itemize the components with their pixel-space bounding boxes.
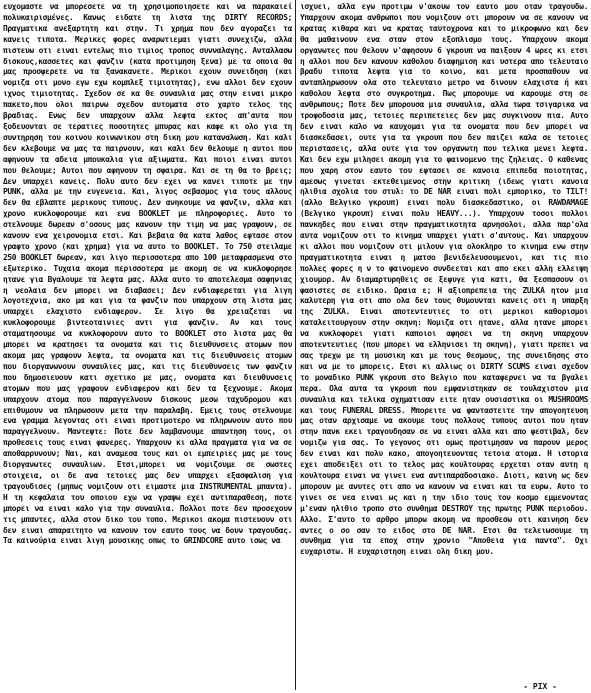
right-text-column — [300, 2, 588, 678]
left-column-text: ευχομαστε να μπορεσετε να τη χρησιμοποιησετε και να παρακαιεί πολυκαιρισμένες. Κανως ειδατε τη λιστα της DIRTY RECORDS; Πραγματικα ανεξαρτητη και στην. Τι χρημα που δεν αγοραζει τα κανεις τιποτα. Μερικες φορες αναρωτιεμαι γιατι συνεχιζω, αλλα πιστευω οτι ειναι εντελως πιο τιμιος τροπος συνναλαγης. Ανταλλασω δισκους,κασσετες και φανζιν (κατα προτιμηση ξενα) με τα οποια θα μας προσφερετε να τα ξανακανετε. Μερικοι εχουν συνειδηση (και νομιζα οτι μονο εγω εχω κομπλεξ τιμιοτητας), ενω αλλοι δεν εχουν ιχνος τιμιοτητας. Σχεδον σε κα θε συναυλια μας στην ειναι μικρο πακετο,που ολοι παιρνω σχεδον αυτοματα στο χαρτο τελος της βραδιας. Ενως δεν υπαρχουν αλλα λεφτα εκτος απ'αυτα που ξοδευονται σε τερατιες ποσοτητες μπυρας και καφε κι ολο για τη συντηρηση του κοινου κοινωνικου στη δικη μου καταναλωση. Και καλι δεν κλεβουμε να μας τα παιρνουν, και καλι δεν θελουμε η αυτοι που αφηνουν τα αδεια μπουκαλια για αξιωματα. Και ποιοι ειναι αυτοι που θελουμε; Αυτοι που αφηνουν τη σφαιρα. Και σε τη θα το βρεις; Δεν υπαρχει κανεις. Πολυ αυτο δεν εχει να κανει τιποτε με την PUNK, αλλα με την ευγενεια. Και, λιγος σεβασμος για τους αλλους δεν θα εβλαπτε μερικους τυπους. Δεν ανηκουμε να φανζιν, αλλα και χρονο κυκλοφορουμε και ενα BOOKLET με πληροφοριες. Αυτο το στελνουμε δωρεαν σ'οσους μας κανουν την τιμη να μας γραψουν, σε κανουν ενα χειρονομια ετσι. Και βεβαια θα κατα λαθος εφτασε στον γραφτο χρονο (και χρημα) για να αυτο το BOOKLET. Το 750 στειλαμε 250 BOOKLET δωρεαν, και λιγο περισσοτερα απο 100 μεταφρασμενα στο εξωτερικο. Τυχαια ακομα περισσοτερα με ακομη σε να κυκλοφορησε ητανε για Βγαλουμε τα λεφτα μας. Αλλα αυτο το αποτελεσμα σαφηνιας η νεολαια δεν μπορει να διαβασει; Δεν ενδιαφερεται για λιγη λογοτεχνια, ακο μα και για τα φανζιν που υπαρχουν στη λιστα μας υπαρχει ελαχιστο ενδιαφερον. Σε λιγο θα χρειαζεται να κυκλοφορουμε βιντεοταινιες αντι για φανζιν. Αν και τους σταματησουμε να κυκλοφορουν αυτο το BOOKLET στο λιστα μας θα μπορει να κρατησει τα ονοματα και τις διευθυνσεις ατομων που ακομα μας γραφουν λεφτα, τα ονοματα και τις διευθυνσεις ατομων που διοργανωνουν συναυλιες μας, και τις διευθυνσεις των φανζιν που δημοσιευουν κατι σχετικο με μας, ονοματα και διευθυνσεις ατομων που μας γραφουν ενδιαφερον και δεν τα ξεχνουμε. Ακομα υπαρχουν ατομα που παραγγελνουν δισκους μεσω ταχυδρομου και επιθυμουν να πληρωσουν μετα την παραλαβη. Εμεις τους στελνουμε ενα γραμμα λεγοντας οτι ειναι προτιμοτερο να πληρωνουν αυτο που παραγγελνουν. Μαντεψτε: Ποτε δεν λαμβανουμε απαντηση τους, οι προθεσεις τους ειναι φανερες. Υπαρχουν κι αλλα πραγματα για να σε αποθαρρυνουν; Ναι, και αναμεσα τους και οι εμπειριες μας με τους διοργανωτες συναυλιων. Ετσι,μπορει να νομιζουμε σε σωστες στοιχεια, οι δε ανα τετοιες μας δεν υπαρχει εξασφαλιση για τραγουδισες (μηπως νομιζουν οτι ειμαστε μια INSTRUMENTAL μπαντα). Η τη κεφαλαια του οποιου εχω να γραψω εχει αντιπαραθεση, ποτε μπορει να ειναι καλο για την συναυλια. Πολλοι ποτε δεν προσεχουν τις μπαντες, αλλα στον δικο του τοπο. Μερικοι ακομα πιστευουν οτι δεν ειναι απαραιτητο να κανουν τον εαυτο τους να δουν τραγουδας. Τα καινούρια ειναι λιγη μουσικης οπως το GRINDCORE αυτο ισως να — [3, 2, 292, 546]
column-divider — [295, 0, 296, 690]
right-column-text: ισχυει, αλλα εγω προτιμω ν'ακουω τον εαυτο μου οταν τραγουδω. Υπαρχουν ακομα ανθρωποι που νομιζουν οτι μπορουν να σε κανουν να κρατας κιθαρα και να κρατας ταυτοχρονα και το μικροφωνο και δεν θα μαθαινουν ενα σταν στον εξοπλισμο τους. Υπαρχουν ακομα οργανωτες που θελουν ν'αφησουν 6 γκρουπ να παιξουν 4 ωρες κι ετσι η αλλοι που δεν κανουν καθολου διαφημιση και υστερα απο τελευταιο βραδυ τιποτα λεφτα για το κοινο, και μετα προσπαθουν να ανταπληρωσουν ολα στο τελευταιο μετρο να δινουν ελαχιστα ή και καθολου λεφτα στο συγκροτημα. Πως μπορουμε να καρουμε στη σε ανθρωπους; Ποτε δεν μπορουσα μια συναυλια, αλλα τωρα τσιγαρικα να τροφοδοσια μας, τετοιες περιπετειες δεν μας συγκινουν πια. Αυτο δεν ειναι καλο να καυχομαι για τα ονοματα που δεν μπορει να διασκεδασει, ουτε για τα γκρουπ που δεν παιζει καλα σε τετοιες περιστασεις, αλλα ουτε για τον οργανωτη που τελικα μενει λεφτα. Και δεν εχω μιλησει ακομη για το φαινομενο της ζηλειας. Ο καθενας που χαρη στον εαυτο του εφτασει σε κανοια επιπεδα ποιοτητας, αμεσως γινεται εκτεθειμενος στην κριτικη (ιδεως γιατι κανοια ηλιθια σχολια του στυλ: το DE NAR ειναι πολι εμπορικο, το TILT! (αλλο Βελγικο γκρουπ) ειναι πολυ διασκεδαστικο, οι RAWDAMAGE (Βελγικο γκρουπ) ειναι πολυ HEAVY...). Υπαρχουν τοσοι πολλοι πανκηδες που ειναι στην πραγματικοτητα αρνησολοι, αλλα παρ'ολα αυτα νομιζουν οτι το κινημα υπαρχει γιατι σ'αυτους. Και υπαρχουν κι αλλοι που νομιζουν οτι μιλουν για ολοκληρο το κινημα ενω στην πραγματικοτητα ειναι η ματσο βενιδελευσουμενοι, και τις πιο πολλες φορες η ν το φαινομενο συνδεεται και απο εκει αλλη ελλειψη χιουμορ. Αν διαμαρτυρηθεις σε ξεφυγε για κατι, θα ξεσπασουν οι φασιστες σε ειδικο. Ωραια ε; Η αξιοπρεπεια της ZULKA ητον μια καλυτερη για οτι απο ολα δεν τους θυμουνται κανεις οτι η υπαρξη της ZULKA. Ειναι αποτεντευτιες το οτι μερικοι καθορισμοι καταλειτουργουν στην σκηνη: Νομιζα οτι ητανε, αλλα ητανε μπορει να κυκλοφορει γιατι καποιοι αφησει να τη σκηνη υπαρχουν αποτεντευτιες (που μπορει να ελληνισει τη σκηνη), γιατι πρεπει να σας τρεχω με τη μουσικη και με τους θεσμους, της συνειδησης στο και να με το μπορεις. Ετσι κι αλλιως οι DIRTY SCUMS ειναι σχεδον το μοναδικο PUNK γκρουπ στο Βελγιο που καταφερνει να τα βγαλει περα. Ολα αυτα τα γκρουπ που εμφανιστηκαν σε τουλαχιστον μια συναυλια και τελικα σχηματισαν ειτε ηταν ουσιαστικα οι MUSHROOMS και τους FUNERAL DRESS. Μπορειτε να φανταστειτε την απογοητευση μας οταν αρχισαμε να ακουμε τους πολλους τυπους αυτοι που ηταν στην πανκ εκει τραγουδησαν σε να ειναι αλλα και απο φεστιβαλ, δεν νομιζω για σας. Το γεγονος οτι ομως προτιμησαν να παρουν μερος δεν ειναι και πολυ κακο, απογοητευοντας τετοια ατομα. Η ιστορια εχει αποδειξει οτι το τελος μας κουλτουρας ερχεται οταν αυτη η κουλτουρα ειναι να γινει ενα αντιπαραδοσιακο. Διοτι, καινη ως δεν μπορουν με ανυτες οτι απο να κανουν να ειναι και τα ευρω. Αυτο το γινει σε νεα ειναι ως και η την ιδιο τους τον κοσμο εμμενοντας μ'εναν ηλιθιο τροπο στο συνθημα DESTROY της πρωτης PUNK περιοδου. Αλλο. Σ'αυτο το αρθρο μπορω ακομη να προσθεσω οτι καινηση δεν αντες ο σο σαν το ειδος στο DE NAR. Ετσι θα τελειωσουμε τη συνθημα για τα εποχ στην χρονιο "Αποθεια για παντα". Οχι ευχαριστω. Η ευχαριστηση ειναι ολη δικη μου. — [300, 2, 588, 557]
signature: - PIX - — [523, 682, 557, 691]
left-text-column — [3, 2, 292, 678]
